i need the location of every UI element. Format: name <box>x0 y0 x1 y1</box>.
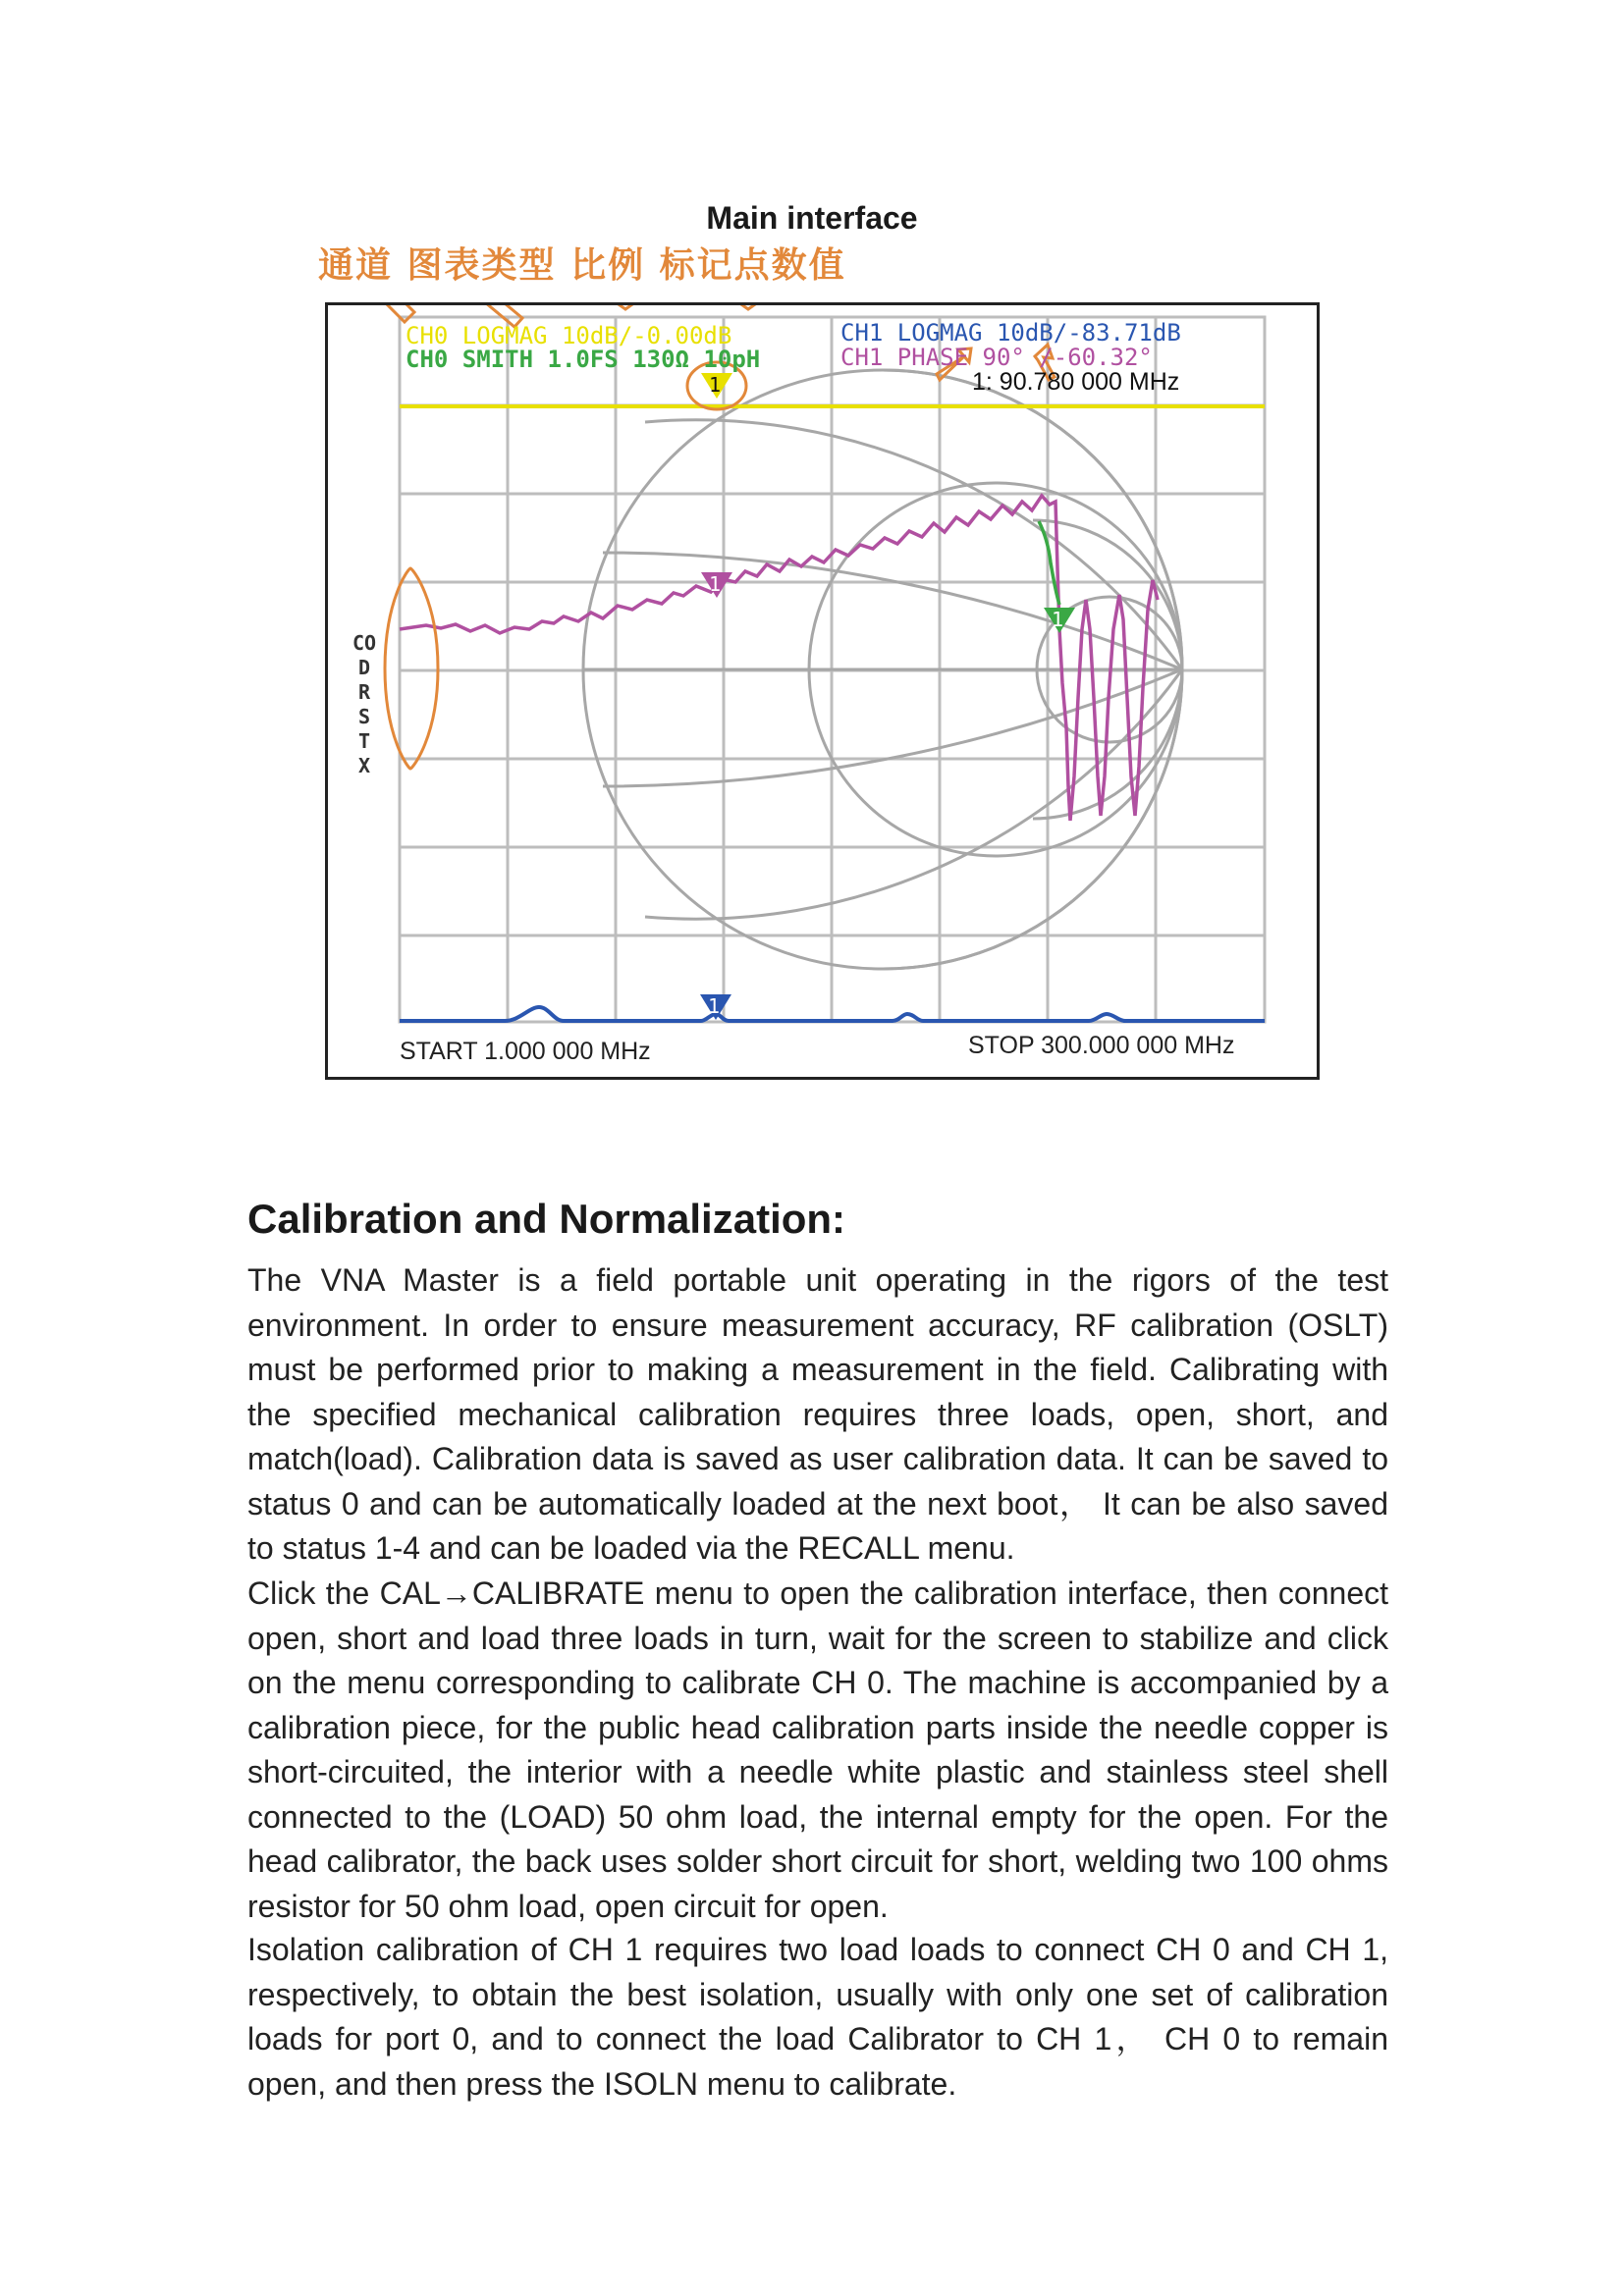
vna-screen <box>325 302 1320 1080</box>
marker-1-label-ch0: 1 <box>709 373 722 397</box>
cal-letter-o: O <box>364 631 377 655</box>
ch1-phase-trace <box>400 496 1158 821</box>
cal-letter-s: S <box>357 705 371 728</box>
paragraph-1: The VNA Master is a field portable unit operating in the rigors of the test environment. In order to ensure measurement accuracy, RF calibration (OSLT) must be performed prior to making a measurement in the field. Calibrating with the specified mechanical calibration requires three loads, open, short, and match(load). Calibration data is saved as user calibration data. It can be saved to status 0 and can be automatically loaded at the next boot， It can be also saved to status 1-4 and can be loaded via the RECALL menu. <box>247 1262 1388 1566</box>
cal-letter-x: X <box>357 754 371 777</box>
marker-frequency-readout: 1: 90.780 000 MHz <box>972 368 1180 396</box>
cal-letter-r: R <box>357 680 371 704</box>
cal-letter-t: T <box>357 729 371 753</box>
figure-title: Main interface <box>706 200 918 236</box>
stop-frequency-label: STOP 300.000 000 MHz <box>968 1032 1235 1059</box>
marker-1-label-ch0-smith: 1 <box>1052 608 1064 631</box>
start-frequency-label: START 1.000 000 MHz <box>400 1038 651 1065</box>
ch0-logmag-label: CH0 LOGMAG 10dB/-0.00dB <box>406 322 732 349</box>
ch0-smith-label: CH0 SMITH 1.0FS 130Ω 10pH <box>406 346 761 373</box>
marker-1-label-ch1-logmag: 1 <box>708 994 721 1018</box>
markers <box>687 362 1075 1020</box>
cal-letter-d: D <box>357 656 371 679</box>
section-heading: Calibration and Normalization: <box>247 1196 846 1242</box>
ch1-phase-label: CH1 PHASE 90° /-60.32° <box>840 344 1153 371</box>
annotation-channel-type-scale-value: 通道 图表类型 比例 标记点数值 <box>318 245 846 286</box>
paragraph-3: Isolation calibration of CH 1 requires two load loads to connect CH 0 and CH 1, respectively, to obtain the best isolation, usually with only one set of calibration loads for port 0, and to connect the load Calibrator to CH 1， CH 0 to remain open, and then press the ISOLN menu to calibrate. <box>247 1932 1388 2102</box>
marker-1-label-ch1-phase: 1 <box>709 572 722 596</box>
calibration-status-column <box>352 631 377 778</box>
paragraph-2: Click the CAL→CALIBRATE menu to open the calibration interface, then connect open, short and load three loads in turn, wait for the screen to stabilize and click on the menu corresponding to calibrate CH 0. The machine is accompanied by a calibration piece, for the public head calibration parts inside the needle copper is short-circuited, the interior with a needle white plastic and stainless steel shell connected to the (LOAD) 50 ohm load, the internal empty for the open. For the head calibrator, the back uses solder short circuit for short, welding two 100 ohms resistor for 50 ohm load, open circuit for open. <box>247 1575 1388 1924</box>
ch1-logmag-label: CH1 LOGMAG 10dB/-83.71dB <box>840 319 1181 347</box>
cal-letter-c: C <box>352 631 364 655</box>
vna-graph <box>328 305 1317 1077</box>
